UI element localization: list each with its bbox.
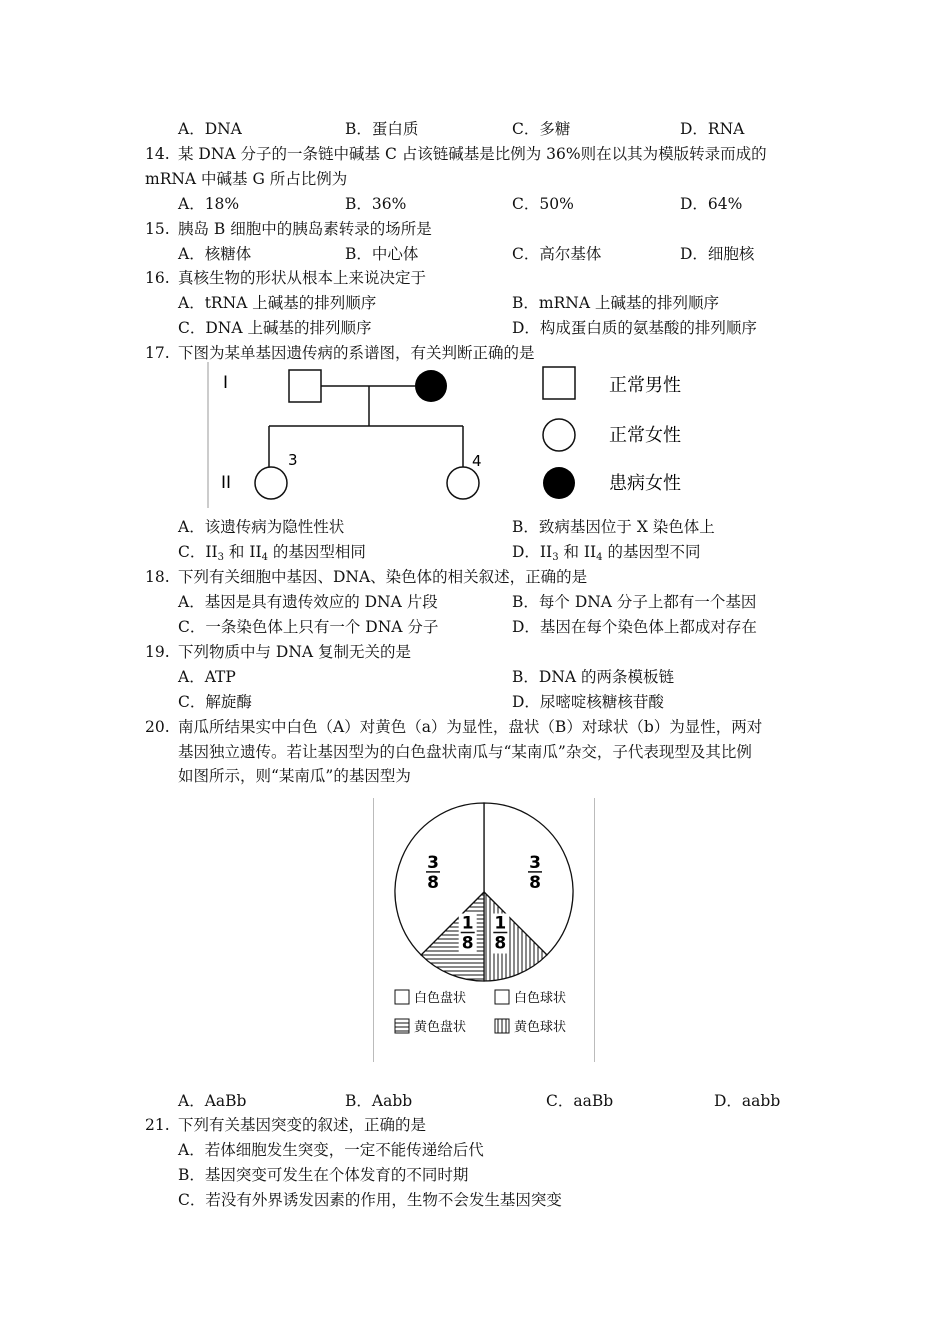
q14-number: 14. [145, 145, 170, 163]
pie-slice-label-denominator: 8 [427, 872, 439, 893]
pie-slice-label-denominator: 8 [494, 933, 507, 954]
q17-option-c-part2: 和 II [223, 543, 262, 561]
legend-swatch-2 [495, 990, 509, 1004]
legend-swatch-4 [495, 1019, 509, 1033]
q17-option-d-sub1: 3 [552, 552, 559, 563]
q20-option-a: A．AaBb [178, 1092, 247, 1110]
q17-option-d [512, 542, 700, 568]
q17-option-d-part3: 的基因型不同 [602, 543, 701, 561]
legend-affected-female-icon [543, 467, 575, 499]
pie-slice-label-denominator: 8 [461, 933, 474, 954]
legend-label-1: 白色盘状 [414, 991, 467, 1006]
q19-option-c: C．解旋酶 [178, 693, 252, 711]
pie-chart-figure [373, 798, 595, 1062]
q17-option-c-part3: 的基因型相同 [267, 543, 366, 561]
legend-normal-female-label: 正常女性 [609, 425, 681, 446]
individual-i2-affected-female [415, 370, 447, 402]
q16-option-d: D．构成蛋白质的氨基酸的排列顺序 [512, 319, 757, 337]
individual-i1-normal-male [289, 370, 321, 402]
q21-number: 21. [145, 1116, 170, 1134]
legend-label-4: 黄色球状 [514, 1020, 567, 1035]
pie-slice-label-4 [491, 914, 509, 954]
q14-option-c: C．50% [512, 195, 574, 213]
q14-option-b: B．36% [345, 195, 407, 213]
pie-slice-label-denominator: 8 [529, 872, 541, 893]
q13-option-d: D．RNA [680, 120, 745, 138]
q18-option-d: D．基因在每个染色体上都成对存在 [512, 618, 757, 636]
q19-option-d: D．尿嘧啶核糖核苷酸 [512, 693, 664, 711]
q13-option-b: B．蛋白质 [345, 120, 419, 138]
q21-option-a: A．若体细胞发生突变，一定不能传递给后代 [178, 1141, 484, 1159]
individual-ii4-normal-female [447, 467, 479, 499]
pie-slice-label-2 [528, 853, 542, 893]
pedigree-figure [205, 362, 690, 508]
q20-stem-line3: 如图所示，则“某南瓜”的基因型为 [178, 767, 411, 785]
q17-stem: 下图为某单基因遗传病的系谱图，有关判断正确的是 [178, 344, 535, 362]
legend-normal-male-label: 正常男性 [609, 375, 681, 396]
pie-slice-label-numerator: 3 [427, 852, 439, 873]
q16-number: 16. [145, 269, 170, 287]
legend-normal-male-icon [543, 367, 575, 399]
q15-number: 15. [145, 220, 170, 238]
q18-stem: 下列有关细胞中基因、DNA、染色体的相关叙述，正确的是 [178, 568, 588, 586]
q19-option-a: A．ATP [178, 668, 236, 686]
q17-option-d-sub2: 4 [596, 552, 603, 563]
generation-2-label: II [221, 473, 232, 493]
legend-swatch-3 [395, 1019, 409, 1033]
q18-option-a: A．基因是具有遗传效应的 DNA 片段 [178, 593, 438, 611]
legend-label-2: 白色球状 [514, 991, 567, 1006]
q13-option-c: C．多糖 [512, 120, 571, 138]
q14-option-d: D．64% [680, 195, 743, 213]
q16-option-c: C．DNA 上碱基的排列顺序 [178, 319, 372, 337]
q16-stem: 真核生物的形状从根本上来说决定于 [178, 269, 427, 287]
q18-number: 18. [145, 568, 170, 586]
q13-option-a: A．DNA [178, 120, 242, 138]
pie-slice-label-numerator: 1 [461, 913, 474, 934]
legend-swatch-1 [395, 990, 409, 1004]
q14-stem-line2: mRNA 中碱基 G 所占比例为 [145, 170, 348, 188]
pie-slice-label-numerator: 3 [529, 852, 541, 873]
q21-option-b: B．基因突变可发生在个体发育的不同时期 [178, 1166, 469, 1184]
pie-slice-label-numerator: 1 [494, 913, 507, 934]
legend-normal-female-icon [543, 419, 575, 451]
q15-option-c: C．高尔基体 [512, 245, 602, 263]
q20-option-c: C．aaBb [546, 1092, 614, 1110]
q20-number: 20. [145, 718, 170, 736]
q17-option-c-part1: C．II [178, 543, 218, 561]
q21-option-c: C．若没有外界诱发因素的作用，生物不会发生基因突变 [178, 1191, 562, 1209]
q20-stem-line1: 南瓜所结果实中白色（A）对黄色（a）为显性，盘状（B）对球状（b）为显性，两对 [178, 718, 763, 736]
legend-label-3: 黄色盘状 [414, 1020, 467, 1035]
q16-option-b: B．mRNA 上碱基的排列顺序 [512, 294, 719, 312]
q17-option-c-sub1: 3 [217, 552, 224, 563]
q17-option-c [178, 542, 366, 568]
q19-number: 19. [145, 643, 170, 661]
q19-stem: 下列物质中与 DNA 复制无关的是 [178, 643, 412, 661]
q20-stem-line2: 基因独立遗传。若让基因型为的白色盘状南瓜与“某南瓜”杂交，子代表现型及其比例 [178, 743, 752, 761]
q14-stem-line1: 某 DNA 分子的一条链中碱基 C 占该链碱基是比例为 36%则在以其为模版转录而成的 [178, 145, 767, 163]
q15-option-a: A．核糖体 [178, 245, 252, 263]
generation-1-label: I [223, 373, 229, 393]
q17-option-a: A．该遗传病为隐性性状 [178, 518, 345, 536]
q20-option-b: B．Aabb [345, 1092, 413, 1110]
q15-stem: 胰岛 B 细胞中的胰岛素转录的场所是 [178, 220, 432, 238]
q14-option-a: A．18% [178, 195, 240, 213]
legend-affected-female-label: 患病女性 [609, 473, 681, 494]
q17-option-b: B．致病基因位于 X 染色体上 [512, 518, 715, 536]
individual-ii3-normal-female [255, 467, 287, 499]
q21-stem: 下列有关基因突变的叙述，正确的是 [178, 1116, 427, 1134]
q15-option-d: D．细胞核 [680, 245, 755, 263]
individual-4-label: 4 [472, 452, 482, 470]
pie-slice-label-3 [459, 914, 477, 954]
q17-option-c-sub2: 4 [261, 552, 268, 563]
q15-option-b: B．中心体 [345, 245, 419, 263]
q16-option-a: A．tRNA 上碱基的排列顺序 [178, 294, 377, 312]
q18-option-c: C．一条染色体上只有一个 DNA 分子 [178, 618, 439, 636]
q18-option-b: B．每个 DNA 分子上都有一个基因 [512, 593, 757, 611]
q20-option-d: D．aabb [714, 1092, 781, 1110]
q17-number: 17. [145, 344, 170, 362]
q17-option-d-part1: D．II [512, 543, 553, 561]
pie-slice-label-1 [426, 853, 440, 893]
q19-option-b: B．DNA 的两条模板链 [512, 668, 675, 686]
individual-3-label: 3 [288, 451, 298, 469]
q17-option-d-part2: 和 II [558, 543, 597, 561]
